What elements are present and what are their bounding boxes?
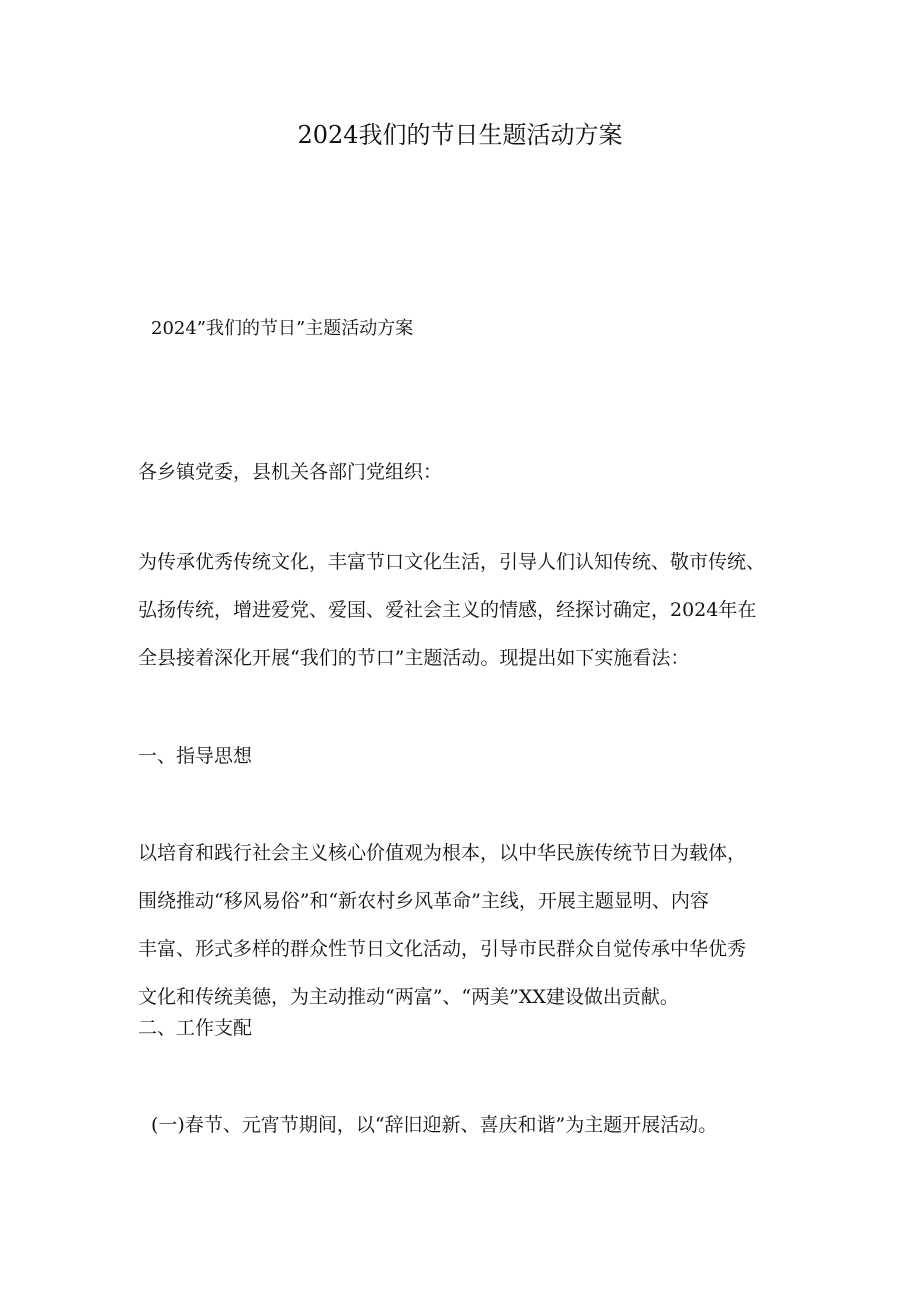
section-one-paragraph (138, 829, 798, 1021)
section-two-heading: 二、工作支配 (138, 1017, 253, 1039)
intro-line: 为传承优秀传统文化，丰富节口文化生活，引导人们认知传统、敬市传统、 (138, 551, 766, 573)
intro-line: 弘扬传统，增进爱党、爱国、爱社会主义的情感，经探讨确定，2024年在 (138, 599, 757, 621)
section-one-line: 以培育和践行社会主义核心价值观为根本，以中华民族传统节日为载体， (138, 842, 747, 864)
section-one-line: 丰富、形式多样的群众性节日文化活动，引导市民群众自觉传承中华优秀 (138, 938, 747, 960)
document-title: 2024我们的节日生题活动方案 (297, 121, 623, 149)
document-subtitle: 2024”我们的节日”主题活动方案 (151, 318, 414, 339)
intro-line: 全县接着深化开展“我们的节口”主题活动。现提出如下实施看法： (138, 647, 690, 669)
section-one-line: 文化和传统美德，为主动推动“两富”、“两美”XX建设做出贡献。 (138, 986, 679, 1008)
intro-paragraph (138, 538, 798, 682)
section-two-item: (一)春节、元宵节期间，以“辞旧迎新、喜庆和谐”为主题开展活动。 (151, 1114, 718, 1136)
salutation: 各乡镇党委，县机关各部门党组织： (138, 461, 443, 483)
section-one-heading: 一、指导思想 (138, 745, 253, 767)
section-one-line: 围绕推动“移风易俗”和“新农村乡风革命”主线，开展主题显明、内容 (138, 890, 709, 912)
